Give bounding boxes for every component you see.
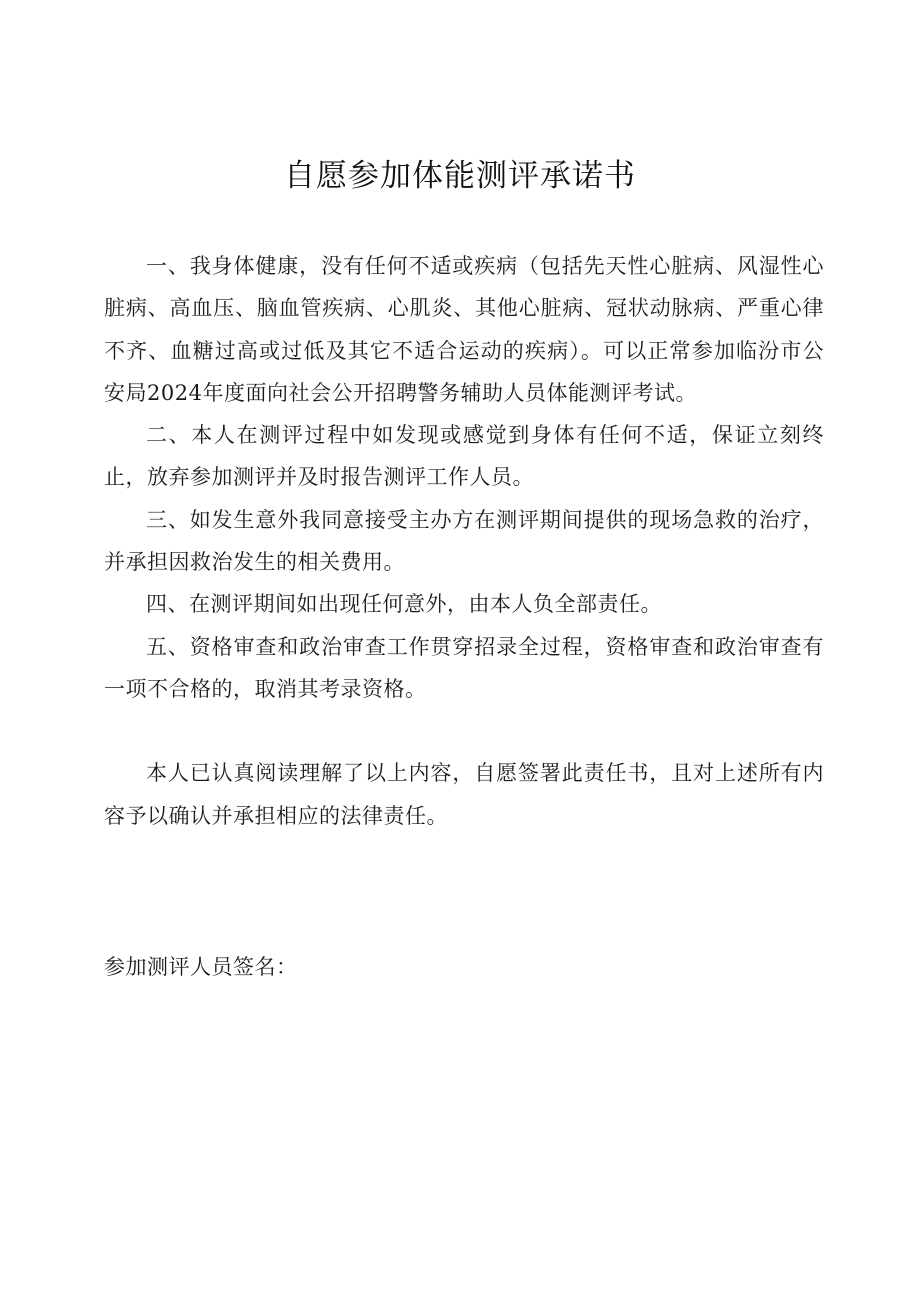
clause-1: 一、我身体健康，没有任何不适或疾病（包括先天性心脏病、风湿性心脏病、高血压、脑血管疾病、心肌炎、其他心脏病、冠状动脉病、严重心律不齐、血糖过高或过低及其它不适合运动的疾病）。可以正常参加临汾市公安局2024年度面向社会公开招聘警务辅助人员体能测评考试。 <box>104 254 824 405</box>
clause-2: 二、本人在测评过程中如发现或感觉到身体有任何不适，保证立刻终止，放弃参加测评并及时报告测评工作人员。 <box>104 423 824 490</box>
paragraph-gap <box>104 710 824 752</box>
confirmation-statement: 本人已认真阅读理解了以上内容，自愿签署此责任书，且对上述所有内容予以确认并承担相应的法律责任。 <box>104 761 824 828</box>
clause-5: 五、资格审查和政治审查工作贯穿招录全过程，资格审查和政治审查有一项不合格的，取消其考录资格。 <box>104 634 824 701</box>
document-body <box>104 245 824 837</box>
clause-3: 三、如发生意外我同意接受主办方在测评期间提供的现场急救的治疗，并承担因救治发生的相关费用。 <box>104 507 824 575</box>
signature-label: 参加测评人员签名： <box>104 955 298 979</box>
clause-4: 四、在测评期间如出现任何意外，由本人负全部责任。 <box>146 592 662 617</box>
document-title: 自愿参加体能测评承诺书 <box>284 158 636 194</box>
